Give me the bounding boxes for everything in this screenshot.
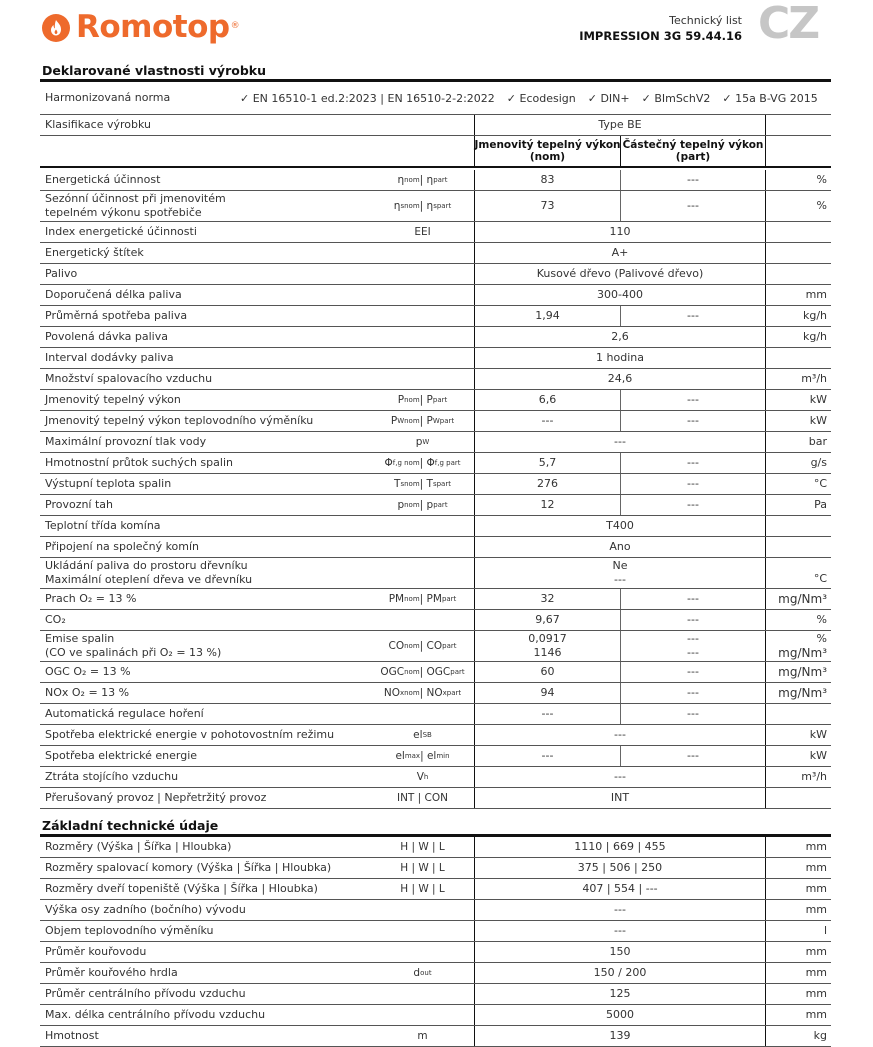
row-value-nominal: ---	[474, 746, 620, 766]
table-row-jmenovity-tepelny-vykon	[40, 390, 831, 411]
table-row-objem-teplovodniho-vymeniku	[40, 921, 831, 942]
table-row-prerusovany-provoz-nepretrzity-provoz	[40, 788, 831, 809]
row-label: Hmotnost	[45, 1029, 99, 1042]
row-symbol: NO xnom | NO xpart	[383, 687, 462, 699]
row-symbol: H | W | L	[400, 862, 445, 874]
row-value: 125	[474, 984, 765, 1004]
row-value: 1 hodina	[474, 348, 765, 368]
table-row-prumerna-spotreba-paliva	[40, 306, 831, 327]
row-unit	[765, 243, 831, 263]
row-value-nominal: 12	[474, 495, 620, 515]
row-value: ---	[474, 432, 765, 452]
table-row-teplotni-trida-komina	[40, 516, 831, 537]
table-row-ztrata-stojiciho-vzduchu	[40, 767, 831, 788]
table-row-ukladani-paliva-do-prostoru-drevniku	[40, 558, 831, 589]
row-symbol: η nom | η part	[397, 174, 448, 186]
norm-list	[240, 82, 818, 114]
row-symbol: V h	[416, 771, 429, 783]
romotop-logo	[42, 9, 240, 45]
row-label: Max. délka centrálního přívodu vzduchu	[45, 1008, 266, 1021]
row-value: A+	[474, 243, 765, 263]
row-value: 2,6	[474, 327, 765, 347]
row-unit: mg/Nm³	[765, 662, 831, 682]
row-unit: Pa	[765, 495, 831, 515]
table-row-hmotnostni-prutok-suchych-spalin	[40, 453, 831, 474]
row-value-partial: ---	[620, 746, 765, 766]
row-symbol: INT | CON	[396, 792, 449, 804]
row-label: Průměr kouřovodu	[45, 945, 147, 958]
row-unit: kg/h	[765, 327, 831, 347]
row-label: Spotřeba elektrické energie	[45, 749, 198, 762]
row-unit: °C	[765, 558, 831, 588]
row-unit: mm	[765, 1005, 831, 1025]
row-value-partial: ---	[620, 683, 765, 703]
row-value: T400	[474, 516, 765, 536]
row-value-partial: ---	[620, 411, 765, 431]
row-symbol: H | W | L	[400, 883, 445, 895]
row-label: Rozměry (Výška | Šířka | Hloubka)	[45, 840, 232, 853]
table-row-sezonni-ucinnost-pri-jmenovitem	[40, 191, 831, 222]
row-unit: %	[765, 610, 831, 630]
row-value: 407 | 554 | ---	[474, 879, 765, 899]
row-label: Energetický štítek	[45, 246, 144, 259]
classification-label: Klasifikace výrobku	[45, 118, 151, 131]
row-label: OGC O₂ = 13 %	[45, 665, 131, 678]
row-value-nominal: 83	[474, 170, 620, 190]
row-symbol: EEI	[414, 226, 431, 238]
row-value: ---	[474, 921, 765, 941]
row-unit: kg	[765, 1026, 831, 1046]
norm-15a-bvg: ✓ 15a B-VG 2015	[722, 91, 818, 105]
row-label: Energetická účinnost	[45, 173, 161, 186]
row-value: 150	[474, 942, 765, 962]
row-unit: %	[765, 170, 831, 190]
row-label: Spotřeba elektrické energie v pohotovostním režimu	[45, 728, 335, 741]
row-value: 150 / 200	[474, 963, 765, 983]
row-symbol: el SB	[413, 729, 432, 741]
row-symbol: T snom | T spart	[394, 478, 451, 490]
row-unit: g/s	[765, 453, 831, 473]
table-row-automaticka-regulace-horeni	[40, 704, 831, 725]
classification-row	[40, 115, 831, 136]
row-label: Ztráta stojícího vzduchu	[45, 770, 179, 783]
row-label: Průměr kouřového hrdla	[45, 966, 178, 979]
row-value: Kusové dřevo (Palivové dřevo)	[474, 264, 765, 284]
row-value-partial: ---	[620, 474, 765, 494]
section-title-declared-properties: Deklarované vlastnosti výrobku	[42, 63, 266, 78]
row-symbol: p nom | p part	[397, 499, 448, 511]
row-unit: mm	[765, 984, 831, 1004]
row-label: Palivo	[45, 267, 78, 280]
logo-wordmark: Romotop	[76, 9, 230, 45]
row-label: Hmotnostní průtok suchých spalin	[45, 456, 233, 469]
row-label: Jmenovitý tepelný výkon	[45, 393, 181, 406]
row-unit	[765, 348, 831, 368]
row-value-partial: ---	[620, 495, 765, 515]
row-symbol: m	[417, 1030, 428, 1042]
table-row-max-delka-centralniho-privodu-vzduchu	[40, 1005, 831, 1026]
row-label: Emise spalin (CO ve spalinách při O₂ = 13 %)	[45, 632, 222, 659]
table-row-co	[40, 610, 831, 631]
norm-bimschv2: ✓ BImSchV2	[641, 91, 711, 105]
row-unit: mg/Nm³	[765, 589, 831, 609]
row-unit	[765, 222, 831, 242]
row-label: Přerušovaný provoz | Nepřetržitý provoz	[45, 791, 267, 804]
row-unit	[765, 704, 831, 724]
table-row-energeticky-stitek	[40, 243, 831, 264]
row-label: Rozměry spalovací komory (Výška | Šířka | Hloubka)	[45, 861, 332, 874]
table-row-rozmery-spalovaci-komory-vyska-sirka-hlo	[40, 858, 831, 879]
unit-cell	[765, 136, 831, 166]
row-value: ---	[474, 767, 765, 787]
section-title-technical-data: Základní technické údaje	[42, 818, 219, 833]
row-value-nominal: 6,6	[474, 390, 620, 410]
row-value: Ne ---	[474, 558, 765, 588]
row-unit	[765, 516, 831, 536]
table-row-doporucena-delka-paliva	[40, 285, 831, 306]
row-value-nominal: ---	[474, 411, 620, 431]
row-value: Ano	[474, 537, 765, 557]
row-unit	[765, 537, 831, 557]
row-label: Průměrná spotřeba paliva	[45, 309, 188, 322]
row-label: Výška osy zadního (bočního) vývodu	[45, 903, 246, 916]
table-row-provozni-tah	[40, 495, 831, 516]
row-label: CO₂	[45, 613, 66, 626]
norm-row	[40, 82, 831, 115]
row-value-partial: ---	[620, 589, 765, 609]
row-unit: kW	[765, 411, 831, 431]
row-value-nominal: 94	[474, 683, 620, 703]
table-row-interval-dodavky-paliva	[40, 348, 831, 369]
row-symbol: P Wnom | P Wpart	[390, 415, 455, 427]
row-label: Teplotní třída komína	[45, 519, 161, 532]
unit-cell	[765, 115, 831, 135]
table-row-energeticka-ucinnost	[40, 170, 831, 191]
table-row-povolena-davka-paliva	[40, 327, 831, 348]
row-value-partial: ---	[620, 453, 765, 473]
row-value: 139	[474, 1026, 765, 1046]
row-unit: mm	[765, 285, 831, 305]
row-value: 5000	[474, 1005, 765, 1025]
row-value-nominal: 32	[474, 589, 620, 609]
row-label: Prach O₂ = 13 %	[45, 592, 137, 605]
row-unit: m³/h	[765, 767, 831, 787]
column-header-nominal: Jmenovitý tepelný výkon (nom)	[474, 136, 620, 166]
table-row-emise-spalin	[40, 631, 831, 662]
row-unit: l	[765, 921, 831, 941]
table-row-palivo	[40, 264, 831, 285]
row-value-partial: ---	[620, 191, 765, 221]
row-value-partial: ---	[620, 704, 765, 724]
table-row-prumer-centralniho-privodu-vzduchu	[40, 984, 831, 1005]
row-value: ---	[474, 900, 765, 920]
row-value-nominal: ---	[474, 704, 620, 724]
row-unit: kW	[765, 746, 831, 766]
row-label: Připojení na společný komín	[45, 540, 200, 553]
row-label: Interval dodávky paliva	[45, 351, 174, 364]
row-label: NOx O₂ = 13 %	[45, 686, 130, 699]
row-symbol: OGC nom | OGC part	[380, 666, 465, 678]
table-row-maximalni-provozni-tlak-vody	[40, 432, 831, 453]
table-row-prumer-kouroveho-hrdla	[40, 963, 831, 984]
row-unit: kW	[765, 725, 831, 745]
row-value-nominal: 5,7	[474, 453, 620, 473]
row-label: Doporučená délka paliva	[45, 288, 182, 301]
row-unit	[765, 788, 831, 808]
row-value: 110	[474, 222, 765, 242]
row-symbol: P nom | P part	[397, 394, 448, 406]
row-label: Provozní tah	[45, 498, 114, 511]
row-label: Množství spalovacího vzduchu	[45, 372, 213, 385]
row-symbol: el max | el min	[395, 750, 450, 762]
row-value: 375 | 506 | 250	[474, 858, 765, 878]
row-unit: m³/h	[765, 369, 831, 389]
row-unit: mg/Nm³	[765, 683, 831, 703]
table-row-rozmery-vyska-sirka-hloubka	[40, 837, 831, 858]
row-label: Výstupní teplota spalin	[45, 477, 172, 490]
norm-ecodesign: ✓ Ecodesign	[506, 91, 576, 105]
table-row-vystupni-teplota-spalin	[40, 474, 831, 495]
row-symbol: CO nom | CO part	[388, 640, 457, 652]
row-symbol: PM nom | PM part	[388, 593, 457, 605]
document-header	[579, 14, 742, 44]
row-label: Ukládání paliva do prostoru dřevníku Maximální oteplení dřeva ve dřevníku	[45, 559, 253, 586]
row-value-partial: ---	[620, 306, 765, 326]
table-row-hmotnost	[40, 1026, 831, 1047]
row-value-nominal: 73	[474, 191, 620, 221]
row-unit: kW	[765, 390, 831, 410]
table-row-prumer-kourovodu	[40, 942, 831, 963]
table-row-prach-o-13	[40, 589, 831, 610]
row-label: Index energetické účinnosti	[45, 225, 197, 238]
row-value: 24,6	[474, 369, 765, 389]
table-row-spotreba-elektricke-energie	[40, 746, 831, 767]
row-value-nominal: 0,0917 1146	[474, 631, 620, 661]
row-value-nominal: 9,67	[474, 610, 620, 630]
row-unit: % mg/Nm³	[765, 631, 831, 661]
row-value: ---	[474, 725, 765, 745]
country-code: CZ	[758, 0, 819, 49]
row-value-nominal: 276	[474, 474, 620, 494]
row-label: Sezónní účinnost při jmenovitém tepelném výkonu spotřebiče	[45, 192, 226, 219]
row-value: 1110 | 669 | 455	[474, 837, 765, 857]
table-row-jmenovity-tepelny-vykon-teplovodniho-vym	[40, 411, 831, 432]
registered-mark: ®	[230, 20, 240, 31]
row-label: Jmenovitý tepelný výkon teplovodního výměníku	[45, 414, 314, 427]
row-symbol: Φ f,g nom | Φ f,g part	[384, 457, 461, 469]
row-value-nominal: 1,94	[474, 306, 620, 326]
row-value-partial: ---	[620, 170, 765, 190]
column-header-row	[40, 136, 831, 168]
table-row-mnozstvi-spalovaciho-vzduchu	[40, 369, 831, 390]
row-unit: mm	[765, 900, 831, 920]
norm-label: Harmonizovaná norma	[45, 91, 171, 104]
row-label: Povolená dávka paliva	[45, 330, 168, 343]
row-unit: mm	[765, 858, 831, 878]
row-symbol: η s nom | η s part	[393, 200, 452, 212]
norm-din-plus: ✓ DIN+	[587, 91, 630, 105]
table-row-index-energeticke-ucinnosti	[40, 222, 831, 243]
column-header-partial: Částečný tepelný výkon (part)	[620, 136, 765, 166]
table-row-rozmery-dveri-topeniste-vyska-sirka-hlou	[40, 879, 831, 900]
row-label: Průměr centrálního přívodu vzduchu	[45, 987, 246, 1000]
row-label: Objem teplovodního výměníku	[45, 924, 214, 937]
row-symbol: d out	[413, 967, 432, 979]
row-unit: mm	[765, 879, 831, 899]
row-label: Maximální provozní tlak vody	[45, 435, 207, 448]
product-model: IMPRESSION 3G 59.44.16	[579, 29, 742, 43]
table-row-ogc-o-13	[40, 662, 831, 683]
row-unit: °C	[765, 474, 831, 494]
row-label: Rozměry dveří topeniště (Výška | Šířka | Hloubka)	[45, 882, 318, 895]
table-row-spotreba-elektricke-energie-v-pohotovost	[40, 725, 831, 746]
row-unit: mm	[765, 942, 831, 962]
row-value-partial: ---	[620, 662, 765, 682]
row-value-partial: ---	[620, 610, 765, 630]
table-row-pripojeni-na-spolecny-komin	[40, 537, 831, 558]
row-value-partial: --- ---	[620, 631, 765, 661]
table-row-nox-o-13	[40, 683, 831, 704]
classification-value: Type BE	[474, 115, 765, 135]
row-symbol: H | W | L	[400, 841, 445, 853]
table-row-vyska-osy-zadniho-bocniho-vyvodu	[40, 900, 831, 921]
norm-en16510: ✓ EN 16510-1 ed.2:2023 | EN 16510-2-2:2022	[240, 91, 495, 105]
row-value: INT	[474, 788, 765, 808]
row-unit: bar	[765, 432, 831, 452]
row-unit: %	[765, 191, 831, 221]
row-label: Automatická regulace hoření	[45, 707, 204, 720]
document-type: Technický list	[669, 14, 742, 27]
row-value-nominal: 60	[474, 662, 620, 682]
row-value: 300-400	[474, 285, 765, 305]
flame-icon	[42, 14, 70, 42]
row-unit: kg/h	[765, 306, 831, 326]
row-value-partial: ---	[620, 390, 765, 410]
row-symbol: p W	[415, 436, 430, 448]
row-unit	[765, 264, 831, 284]
row-unit: mm	[765, 837, 831, 857]
row-unit: mm	[765, 963, 831, 983]
